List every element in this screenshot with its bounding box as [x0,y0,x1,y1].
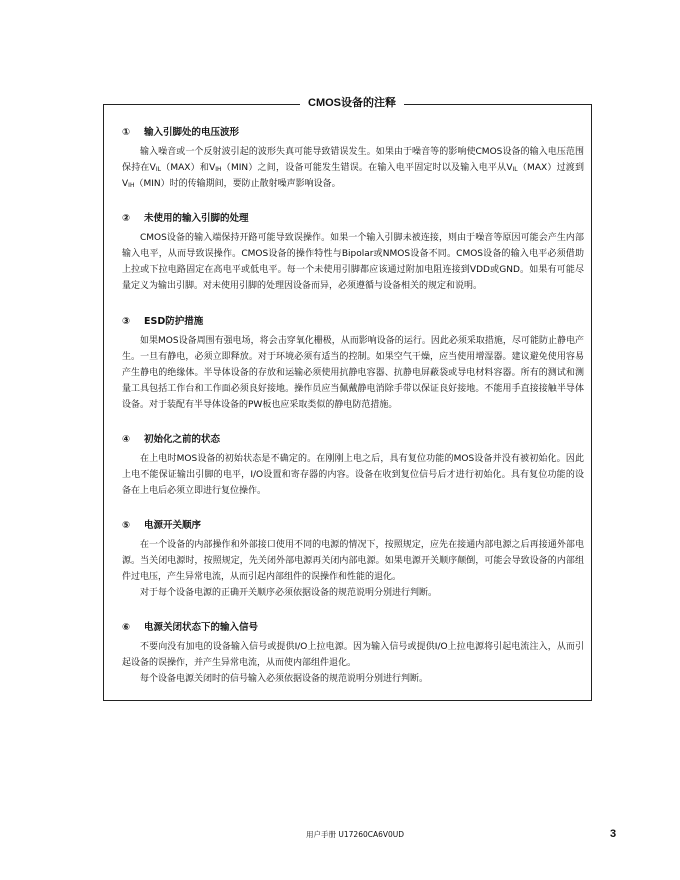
section-number: ② [122,213,131,224]
section-heading [122,619,584,637]
section-paragraph: CMOS设备的输入端保持开路可能导致误操作。如果一个输入引脚未被连接，则由于噪音等原因可能会产生内部输入电平，从而导致误操作。CMOS设备的操作特性与Bipolar或NMOS设备不同。CMOS设备的输入电平必须借助上拉或下拉电路固定在高电平或低电平。每一个未使用引脚都应该通过附加电阻连接到VDD或GND。如果有可能尽量定义为输出引脚。对未使用引脚的处理因设备而异，必须遵循与设备相关的规定和说明。 [122,233,584,291]
section-paragraph: 不要向没有加电的设备输入信号或提供I/O上拉电源。因为输入信号或提供I/O上拉电源将引起电流注入，从而引起设备的误操作，并产生异常电流，从而使内部组件退化。 [122,642,584,668]
section-title: 初始化之前的状态 [144,434,221,445]
section-heading [122,210,584,228]
section-number: ① [122,127,131,138]
section-number: ⑤ [122,520,131,531]
section-state-before-init [122,431,584,499]
section-heading [122,313,584,331]
section-title: 未使用的输入引脚的处理 [144,213,249,224]
section-input-voltage-waveform [122,124,584,192]
notes-content [122,124,584,705]
section-number: ⑥ [122,622,131,633]
section-paragraph: 在上电时MOS设备的初始状态是不确定的。在刚刚上电之后，具有复位功能的MOS设备并没有被初始化。因此上电不能保证输出引脚的电平，I/O设置和寄存器的内容。设备在收到复位信号后才进行初始化。具有复位功能的设备在上电后必须立即进行复位操作。 [122,454,584,496]
section-number: ③ [122,316,131,327]
footer-manual-id: 用户手册 U17260CA6V0UD [306,830,405,839]
section-title: ESD防护措施 [144,316,204,327]
section-paragraph: 每个设备电源关闭时的信号输入必须依据设备的规范说明分别进行判断。 [140,674,429,684]
section-number: ④ [122,434,131,445]
section-paragraph: 在一个设备的内部操作和外部接口使用不同的电源的情况下，按照规定，应先在接通内部电源之后再接通外部电源。当关闭电源时，按照规定，先关闭外部电源再关闭内部电源。如果电源开关顺序颠倒，可能会导致设备的内部组件过电压，产生异常电流，从而引起内部组件的误操作和性能的退化。 [122,540,584,582]
section-power-sequence [122,517,584,601]
page-number: 3 [610,828,617,840]
section-input-when-power-off [122,619,584,687]
section-esd-protection [122,313,584,413]
section-unused-input-pins [122,210,584,294]
page-title: CMOS设备的注释 [300,95,404,111]
section-paragraph: 对于每个设备电源的正确开关顺序必须依据设备的规范说明分别进行判断。 [140,588,438,598]
section-paragraph: 输入噪音或一个反射波引起的波形失真可能导致错误发生。如果由于噪音等的影响使CMOS设备的输入电压范围保持在$V_{IL}(MAX)$和$V_{IH}(MIN)$之间，设备可能发生错误。在输入电平固定时以及输入电平从$V_{IL}(MAX)$过渡到$V_{IH}(MIN)$时的传输期间，要防止散射噪声影响设备。 [122,147,584,189]
section-heading [122,431,584,449]
section-heading [122,517,584,535]
section-paragraph: 如果MOS设备周围有强电场，将会击穿氧化栅极，从而影响设备的运行。因此必须采取措施，尽可能防止静电产生。一旦有静电，必须立即释放。对于环境必须有适当的控制。如果空气干燥，应当使用增湿器。建议避免使用容易产生静电的绝缘体。半导体设备的存放和运输必须使用抗静电容器、抗静电屏蔽袋或导电材料容器。所有的测试和测量工具包括工作台和工作面必须良好接地。操作员应当佩戴静电消除手带以保证良好接地。不能用手直接接触半导体设备。对于装配有半导体设备的PW板也应采取类似的静电防范措施。 [122,336,584,410]
section-title: 电源开关顺序 [144,520,202,531]
section-title: 电源关闭状态下的输入信号 [144,622,259,633]
section-heading [122,124,584,142]
section-title: 输入引脚处的电压波形 [144,127,240,138]
